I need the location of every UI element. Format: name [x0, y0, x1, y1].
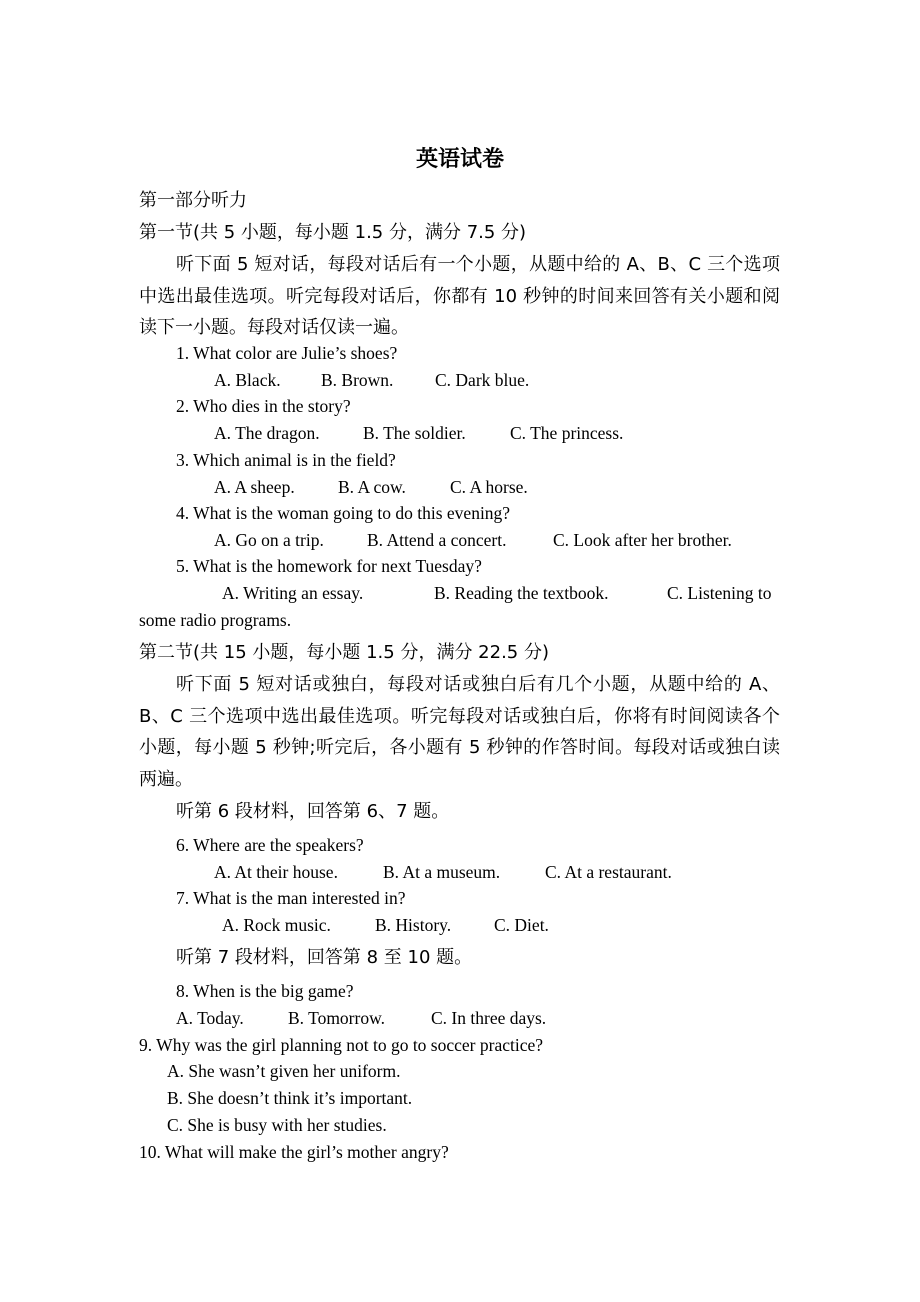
section1-heading: 第一节(共 5 小题，每小题 1.5 分，满分 7.5 分) — [139, 222, 527, 243]
option: A. She wasn’t given her uniform. — [167, 1061, 401, 1081]
option: C. The princess. — [510, 423, 624, 443]
question-8: 8. When is the big game? — [176, 981, 354, 1001]
option: C. A horse. — [450, 477, 528, 497]
question-10: 10. What will make the girl’s mother angry? — [139, 1142, 449, 1162]
option: A. A sheep. — [214, 477, 295, 497]
option: C. At a restaurant. — [545, 862, 672, 882]
question-5: 5. What is the homework for next Tuesday? — [176, 556, 482, 576]
option: C. In three days. — [431, 1008, 547, 1028]
option: A. At their house. — [214, 862, 338, 882]
option: B. Brown. — [321, 370, 394, 390]
option: B. History. — [375, 915, 452, 935]
question-3: 3. Which animal is in the field? — [176, 450, 396, 470]
option: A. Today. — [176, 1008, 244, 1028]
material-heading-6: 听第 6 段材料，回答第 6、7 题。 — [176, 801, 450, 822]
option: A. The dragon. — [214, 423, 320, 443]
question-1: 1. What color are Julie’s shoes? — [176, 343, 398, 363]
question-4: 4. What is the woman going to do this evening? — [176, 503, 511, 523]
option: B. At a museum. — [383, 862, 501, 882]
instruction-line: 两遍。 — [139, 769, 193, 790]
option: A. Writing an essay. — [222, 583, 364, 603]
instruction-line: 中选出最佳选项。听完每段对话后，你都有 10 秒钟的时间来回答有关小题和阅 — [139, 286, 780, 307]
question-6: 6. Where are the speakers? — [176, 835, 364, 855]
instruction-line: 读下一小题。每段对话仅读一遍。 — [139, 317, 409, 338]
option: B. Tomorrow. — [288, 1008, 385, 1028]
instruction-line: B、C 三个选项中选出最佳选项。听完每段对话或独白后，你将有时间阅读各个 — [139, 706, 780, 727]
option: A. Rock music. — [222, 915, 331, 935]
section2-heading: 第二节(共 15 小题，每小题 1.5 分，满分 22.5 分) — [139, 642, 549, 663]
question-7: 7. What is the man interested in? — [176, 888, 406, 908]
instruction-line: 小题，每小题 5 秒钟;听完后，各小题有 5 秒钟的作答时间。每段对话或独白读 — [139, 737, 780, 758]
option: C. Diet. — [494, 915, 549, 935]
option: C. Dark blue. — [435, 370, 530, 390]
option: A. Black. — [214, 370, 281, 390]
option: C. Listening to — [667, 583, 772, 603]
option-continuation: some radio programs. — [139, 610, 292, 630]
option: C. She is busy with her studies. — [167, 1115, 387, 1135]
option: B. She doesn’t think it’s important. — [167, 1088, 413, 1108]
part1-heading: 第一部分听力 — [139, 190, 247, 211]
option: B. Reading the textbook. — [434, 583, 609, 603]
material-heading-7: 听第 7 段材料，回答第 8 至 10 题。 — [176, 947, 473, 968]
option: C. Look after her brother. — [553, 530, 732, 550]
question-9: 9. Why was the girl planning not to go to soccer practice? — [139, 1035, 544, 1055]
instruction-line: 听下面 5 短对话，每段对话后有一个小题，从题中给的 A、B、C 三个选项 — [176, 254, 780, 275]
page-title: 英语试卷 — [415, 147, 504, 172]
option: B. Attend a concert. — [367, 530, 507, 550]
instruction-line: 听下面 5 短对话或独白，每段对话或独白后有几个小题，从题中给的 A、 — [176, 674, 780, 695]
option: B. The soldier. — [363, 423, 466, 443]
option: A. Go on a trip. — [214, 530, 324, 550]
option: B. A cow. — [338, 477, 406, 497]
question-2: 2. Who dies in the story? — [176, 396, 351, 416]
